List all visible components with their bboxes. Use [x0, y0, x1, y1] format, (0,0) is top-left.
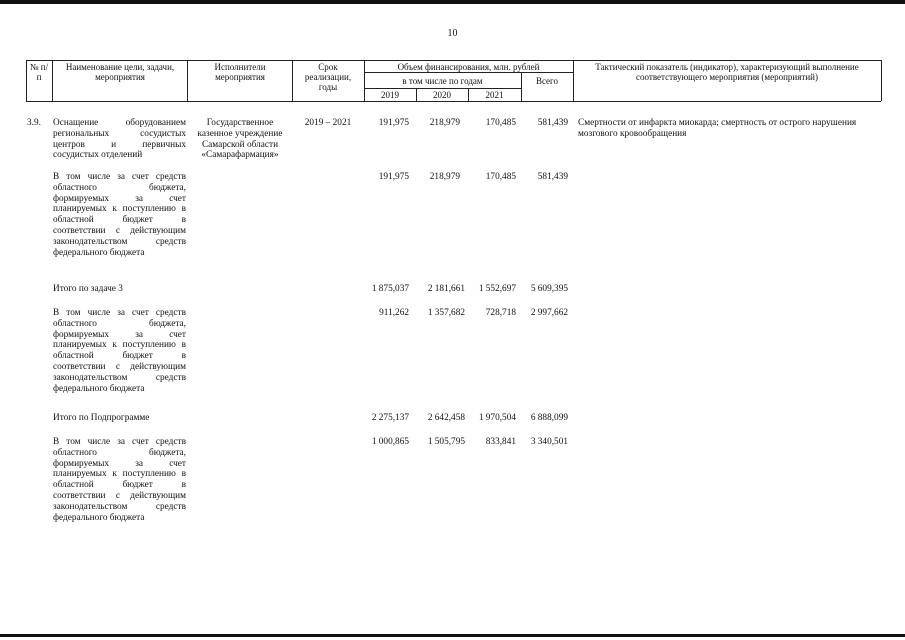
- value-total: 3 340,501: [530, 437, 568, 447]
- header-funding: Объем финансирования, млн. рублей: [397, 62, 540, 72]
- header-2021: 2021: [485, 90, 504, 100]
- header-2020: 2020: [433, 90, 451, 100]
- value-2020: 2 181,661: [427, 284, 465, 294]
- row-name: Итого по задаче 3: [53, 284, 123, 294]
- row-name: Итого по Подпрограмме: [53, 413, 150, 423]
- col-border: [416, 88, 417, 101]
- value-2019: 1 875,037: [371, 284, 409, 294]
- value-2020: 1 505,795: [427, 437, 465, 447]
- value-2020: 218,979: [429, 118, 460, 128]
- row-executor: Государственное казенное учреждение Самарской области «Самарафармация»: [197, 118, 283, 161]
- value-2021: 833,841: [485, 437, 516, 447]
- header-bottom-line: [26, 101, 881, 102]
- value-2020: 1 357,682: [427, 308, 465, 318]
- page-number: 10: [447, 28, 458, 39]
- value-2019: 191,975: [378, 172, 409, 182]
- row-term: 2019 – 2021: [304, 118, 352, 128]
- header-funding-line: [364, 72, 573, 73]
- bottom-border: [0, 634, 905, 637]
- header-years-line: [364, 88, 521, 89]
- top-border: [0, 0, 905, 4]
- value-2021: 1 552,697: [478, 284, 516, 294]
- header-top-line: [26, 60, 881, 61]
- value-total: 6 888,099: [530, 413, 568, 423]
- value-2019: 2 275,137: [371, 413, 409, 423]
- value-2019: 911,262: [379, 308, 409, 318]
- col-border: [364, 60, 365, 101]
- value-total: 581,439: [537, 118, 568, 128]
- header-term: Срок реализации, годы: [304, 62, 352, 92]
- value-2021: 170,485: [485, 118, 516, 128]
- value-2020: 2 642,458: [427, 413, 465, 423]
- col-border: [521, 72, 522, 101]
- header-total: Всего: [535, 76, 559, 86]
- value-2021: 170,485: [485, 172, 516, 182]
- row-name: Оснащение оборудованием региональных сосудистых центров и первичных сосудистых отделений: [53, 118, 186, 161]
- value-2021: 728,718: [485, 308, 516, 318]
- header-indicator: Тактический показатель (индикатор), характеризующий выполнение соответствующего мероприятия (мероприятий): [595, 62, 859, 82]
- header-num: № п/п: [29, 62, 49, 82]
- col-border: [187, 60, 188, 101]
- col-border: [52, 60, 53, 101]
- value-total: 581,439: [537, 172, 568, 182]
- row-name: В том числе за счет средств областного бюджета, формируемых за счет планируемых к поступлению в областной бюджет в соответствии с действующим законодательством средств федерального бюджета: [53, 437, 186, 523]
- value-2020: 218,979: [429, 172, 460, 182]
- col-border: [26, 60, 27, 101]
- value-total: 5 609,395: [530, 284, 568, 294]
- row-name: В том числе за счет средств областного бюджета, формируемых за счет планируемых к поступлению в областной бюджет в соответствии с действующим законодательством средств федерального бюджета: [53, 308, 186, 394]
- col-border: [573, 60, 574, 101]
- value-total: 2 997,662: [530, 308, 568, 318]
- row-indicator: Смертности от инфаркта миокарда; смертность от острого нарушения мозгового кровообращения: [578, 118, 857, 139]
- value-2019: 1 000,865: [371, 437, 409, 447]
- row-number: 3.9.: [27, 118, 41, 128]
- col-border: [881, 60, 882, 101]
- header-2019: 2019: [381, 90, 399, 100]
- col-border: [292, 60, 293, 101]
- header-by-years: в том числе по годам: [402, 76, 483, 86]
- header-name: Наименование цели, задачи, мероприятия: [65, 62, 175, 82]
- value-2019: 191,975: [378, 118, 409, 128]
- col-border: [468, 88, 469, 101]
- header-executors: Исполнители мероприятия: [214, 62, 266, 82]
- row-name: В том числе за счет средств областного бюджета, формируемых за счет планируемых к поступлению в областной бюджет в соответствии с действующим законодательством средств федерального бюджета: [53, 172, 186, 258]
- value-2021: 1 970,504: [478, 413, 516, 423]
